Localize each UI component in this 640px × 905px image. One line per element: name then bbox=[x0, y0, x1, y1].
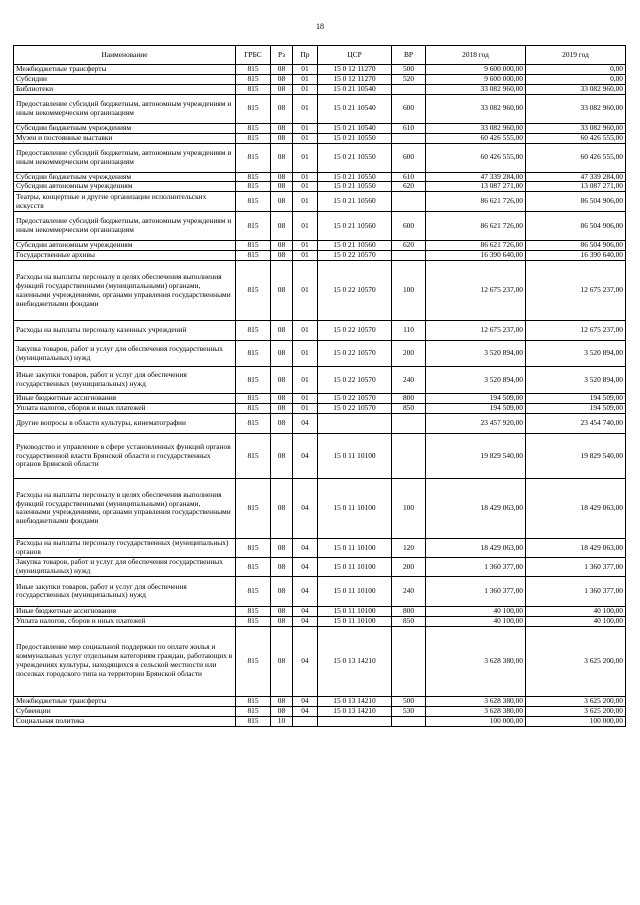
grbs-cell: 815 bbox=[236, 251, 271, 261]
amount-2018-cell: 3 628 380,00 bbox=[426, 706, 526, 716]
table-row bbox=[14, 716, 626, 726]
table-row bbox=[14, 84, 626, 94]
rz-cell: 08 bbox=[271, 94, 293, 123]
csr-cell: 15 0 11 10100 bbox=[318, 433, 392, 478]
amount-2019-cell: 1 360 377,00 bbox=[526, 557, 626, 576]
table-row bbox=[14, 241, 626, 251]
csr-cell: 15 0 22 10570 bbox=[318, 341, 392, 367]
pr-cell: 01 bbox=[293, 143, 318, 172]
csr-cell: 15 0 22 10570 bbox=[318, 321, 392, 341]
pr-cell: 01 bbox=[293, 321, 318, 341]
csr-cell: 15 0 12 11270 bbox=[318, 74, 392, 84]
grbs-cell: 815 bbox=[236, 557, 271, 576]
pr-cell: 01 bbox=[293, 251, 318, 261]
grbs-cell: 815 bbox=[236, 404, 271, 414]
csr-cell: 15 0 21 10550 bbox=[318, 182, 392, 192]
column-header: ЦСР bbox=[318, 46, 392, 65]
rz-cell: 08 bbox=[271, 84, 293, 94]
rz-cell: 08 bbox=[271, 341, 293, 367]
amount-2019-cell: 1 360 377,00 bbox=[526, 576, 626, 606]
rz-cell: 08 bbox=[271, 182, 293, 192]
rz-cell: 08 bbox=[271, 413, 293, 433]
csr-cell: 15 0 21 10540 bbox=[318, 123, 392, 133]
vr-cell: 500 bbox=[392, 65, 426, 75]
csr-cell: 15 0 11 10100 bbox=[318, 606, 392, 616]
grbs-cell: 815 bbox=[236, 367, 271, 394]
row-name-cell: Уплата налогов, сборов и иных платежей bbox=[14, 404, 236, 414]
amount-2019-cell: 3 625 200,00 bbox=[526, 696, 626, 706]
row-name-cell: Социальная политика bbox=[14, 716, 236, 726]
grbs-cell: 815 bbox=[236, 182, 271, 192]
vr-cell: 620 bbox=[392, 241, 426, 251]
grbs-cell: 815 bbox=[236, 413, 271, 433]
pr-cell: 04 bbox=[293, 413, 318, 433]
pr-cell bbox=[293, 716, 318, 726]
amount-2018-cell: 18 429 063,00 bbox=[426, 538, 526, 557]
table-row bbox=[14, 367, 626, 394]
grbs-cell: 815 bbox=[236, 94, 271, 123]
amount-2018-cell: 60 426 555,00 bbox=[426, 133, 526, 143]
rz-cell: 08 bbox=[271, 133, 293, 143]
column-header: 2018 год bbox=[426, 46, 526, 65]
amount-2019-cell: 3 520 894,00 bbox=[526, 341, 626, 367]
grbs-cell: 815 bbox=[236, 172, 271, 182]
table-row bbox=[14, 413, 626, 433]
row-name-cell: Предоставление мер социальной поддержки по оплате жилья и коммунальных услуг отдельным категориям граждан, работающих в учреждениях культуры, находящихся в сельской местности или поселках городского типа на территории Брянской области bbox=[14, 626, 236, 696]
table-row bbox=[14, 606, 626, 616]
rz-cell: 08 bbox=[271, 557, 293, 576]
pr-cell: 04 bbox=[293, 478, 318, 538]
row-name-cell: Расходы на выплаты персоналу государственных (муниципальных) органов bbox=[14, 538, 236, 557]
amount-2018-cell: 60 426 555,00 bbox=[426, 143, 526, 172]
vr-cell: 100 bbox=[392, 478, 426, 538]
amount-2018-cell: 47 339 284,00 bbox=[426, 172, 526, 182]
row-name-cell: Закупка товаров, работ и услуг для обеспечения государственных (муниципальных) нужд bbox=[14, 341, 236, 367]
vr-cell: 800 bbox=[392, 606, 426, 616]
table-row bbox=[14, 65, 626, 75]
table-row bbox=[14, 696, 626, 706]
row-name-cell: Закупка товаров, работ и услуг для обеспечения государственных (муниципальных) нужд bbox=[14, 557, 236, 576]
amount-2019-cell: 194 509,00 bbox=[526, 404, 626, 414]
pr-cell: 01 bbox=[293, 241, 318, 251]
pr-cell: 01 bbox=[293, 123, 318, 133]
pr-cell: 01 bbox=[293, 192, 318, 212]
amount-2019-cell: 13 087 271,00 bbox=[526, 182, 626, 192]
vr-cell: 600 bbox=[392, 212, 426, 241]
row-name-cell: Иные бюджетные ассигнования bbox=[14, 606, 236, 616]
table-row bbox=[14, 212, 626, 241]
row-name-cell: Субвенции bbox=[14, 706, 236, 716]
grbs-cell: 815 bbox=[236, 133, 271, 143]
grbs-cell: 815 bbox=[236, 706, 271, 716]
vr-cell: 620 bbox=[392, 182, 426, 192]
pr-cell: 01 bbox=[293, 133, 318, 143]
rz-cell: 08 bbox=[271, 478, 293, 538]
amount-2018-cell: 86 621 726,00 bbox=[426, 212, 526, 241]
column-header: Наименование bbox=[14, 46, 236, 65]
vr-cell bbox=[392, 192, 426, 212]
amount-2018-cell: 18 429 063,00 bbox=[426, 478, 526, 538]
column-header: Пр bbox=[293, 46, 318, 65]
rz-cell: 08 bbox=[271, 706, 293, 716]
vr-cell: 610 bbox=[392, 172, 426, 182]
rz-cell: 08 bbox=[271, 606, 293, 616]
amount-2018-cell: 3 628 380,00 bbox=[426, 626, 526, 696]
amount-2018-cell: 33 082 960,00 bbox=[426, 123, 526, 133]
csr-cell: 15 0 22 10570 bbox=[318, 394, 392, 404]
vr-cell: 600 bbox=[392, 94, 426, 123]
amount-2019-cell: 40 100,00 bbox=[526, 606, 626, 616]
pr-cell: 01 bbox=[293, 94, 318, 123]
amount-2019-cell: 23 454 740,00 bbox=[526, 413, 626, 433]
grbs-cell: 815 bbox=[236, 538, 271, 557]
amount-2019-cell: 18 429 063,00 bbox=[526, 538, 626, 557]
csr-cell: 15 0 13 14210 bbox=[318, 696, 392, 706]
amount-2019-cell: 3 625 200,00 bbox=[526, 706, 626, 716]
csr-cell: 15 0 22 10570 bbox=[318, 404, 392, 414]
amount-2018-cell: 23 457 920,00 bbox=[426, 413, 526, 433]
amount-2019-cell: 194 509,00 bbox=[526, 394, 626, 404]
table-row bbox=[14, 706, 626, 716]
vr-cell: 530 bbox=[392, 706, 426, 716]
grbs-cell: 815 bbox=[236, 212, 271, 241]
row-name-cell: Расходы на выплаты персоналу в целях обеспечения выполнения функций государственными (муниципальными) органами, казенными учреждениями, органами управления государственными внебюджетными фондами bbox=[14, 478, 236, 538]
vr-cell: 200 bbox=[392, 557, 426, 576]
amount-2018-cell: 33 082 960,00 bbox=[426, 94, 526, 123]
vr-cell: 800 bbox=[392, 394, 426, 404]
column-header: 2019 год bbox=[526, 46, 626, 65]
grbs-cell: 815 bbox=[236, 696, 271, 706]
pr-cell: 01 bbox=[293, 172, 318, 182]
pr-cell: 04 bbox=[293, 557, 318, 576]
table-row bbox=[14, 404, 626, 414]
amount-2019-cell: 33 082 960,00 bbox=[526, 94, 626, 123]
grbs-cell: 815 bbox=[236, 341, 271, 367]
pr-cell: 01 bbox=[293, 367, 318, 394]
amount-2018-cell: 1 360 377,00 bbox=[426, 576, 526, 606]
grbs-cell: 815 bbox=[236, 123, 271, 133]
rz-cell: 08 bbox=[271, 626, 293, 696]
rz-cell: 08 bbox=[271, 74, 293, 84]
pr-cell: 01 bbox=[293, 182, 318, 192]
csr-cell bbox=[318, 716, 392, 726]
rz-cell: 08 bbox=[271, 367, 293, 394]
grbs-cell: 815 bbox=[236, 241, 271, 251]
column-header: ГРБС bbox=[236, 46, 271, 65]
vr-cell: 100 bbox=[392, 261, 426, 321]
pr-cell: 01 bbox=[293, 341, 318, 367]
amount-2019-cell: 86 504 906,00 bbox=[526, 241, 626, 251]
amount-2019-cell: 33 082 960,00 bbox=[526, 123, 626, 133]
amount-2018-cell: 13 087 271,00 bbox=[426, 182, 526, 192]
amount-2018-cell: 40 100,00 bbox=[426, 616, 526, 626]
row-name-cell: Другие вопросы в области культуры, кинематографии bbox=[14, 413, 236, 433]
rz-cell: 10 bbox=[271, 716, 293, 726]
grbs-cell: 815 bbox=[236, 65, 271, 75]
amount-2018-cell: 16 390 640,00 bbox=[426, 251, 526, 261]
vr-cell: 520 bbox=[392, 74, 426, 84]
amount-2019-cell: 0,00 bbox=[526, 74, 626, 84]
rz-cell: 08 bbox=[271, 123, 293, 133]
amount-2019-cell: 40 100,00 bbox=[526, 616, 626, 626]
grbs-cell: 815 bbox=[236, 626, 271, 696]
amount-2018-cell: 86 621 726,00 bbox=[426, 241, 526, 251]
amount-2018-cell: 33 082 960,00 bbox=[426, 84, 526, 94]
vr-cell bbox=[392, 84, 426, 94]
row-name-cell: Субсидии бюджетным учреждениям bbox=[14, 123, 236, 133]
row-name-cell: Предоставление субсидий бюджетным, автономным учреждениям и иным некоммерческим организациям bbox=[14, 212, 236, 241]
table-row bbox=[14, 576, 626, 606]
rz-cell: 08 bbox=[271, 576, 293, 606]
row-name-cell: Субсидии автономным учреждениям bbox=[14, 241, 236, 251]
rz-cell: 08 bbox=[271, 212, 293, 241]
pr-cell: 04 bbox=[293, 538, 318, 557]
vr-cell bbox=[392, 716, 426, 726]
pr-cell: 04 bbox=[293, 576, 318, 606]
table-row bbox=[14, 626, 626, 696]
csr-cell: 15 0 21 10540 bbox=[318, 94, 392, 123]
table-row bbox=[14, 251, 626, 261]
amount-2018-cell: 3 520 894,00 bbox=[426, 367, 526, 394]
amount-2018-cell: 12 675 237,00 bbox=[426, 261, 526, 321]
csr-cell: 15 0 21 10560 bbox=[318, 241, 392, 251]
table-row bbox=[14, 433, 626, 478]
table-row bbox=[14, 94, 626, 123]
amount-2019-cell: 60 426 555,00 bbox=[526, 133, 626, 143]
row-name-cell: Предоставление субсидий бюджетным, автономным учреждениям и иным некоммерческим организациям bbox=[14, 94, 236, 123]
amount-2019-cell: 12 675 237,00 bbox=[526, 261, 626, 321]
vr-cell bbox=[392, 251, 426, 261]
rz-cell: 08 bbox=[271, 251, 293, 261]
amount-2018-cell: 12 675 237,00 bbox=[426, 321, 526, 341]
rz-cell: 08 bbox=[271, 241, 293, 251]
amount-2018-cell: 86 621 726,00 bbox=[426, 192, 526, 212]
pr-cell: 01 bbox=[293, 404, 318, 414]
csr-cell: 15 0 22 10570 bbox=[318, 367, 392, 394]
amount-2018-cell: 9 600 000,00 bbox=[426, 74, 526, 84]
amount-2019-cell: 86 504 906,00 bbox=[526, 212, 626, 241]
row-name-cell: Музеи и постоянные выставки bbox=[14, 133, 236, 143]
table-row bbox=[14, 321, 626, 341]
row-name-cell: Иные закупки товаров, работ и услуг для обеспечения государственных (муниципальных) нужд bbox=[14, 367, 236, 394]
amount-2019-cell: 60 426 555,00 bbox=[526, 143, 626, 172]
pr-cell: 04 bbox=[293, 706, 318, 716]
table-row bbox=[14, 261, 626, 321]
grbs-cell: 815 bbox=[236, 478, 271, 538]
row-name-cell: Театры, концертные и другие организации исполнительских искусств bbox=[14, 192, 236, 212]
table-row bbox=[14, 172, 626, 182]
row-name-cell: Иные закупки товаров, работ и услуг для обеспечения государственных (муниципальных) нужд bbox=[14, 576, 236, 606]
vr-cell: 500 bbox=[392, 696, 426, 706]
grbs-cell: 815 bbox=[236, 192, 271, 212]
table-row bbox=[14, 557, 626, 576]
table-row bbox=[14, 74, 626, 84]
csr-cell: 15 0 21 10540 bbox=[318, 84, 392, 94]
rz-cell: 08 bbox=[271, 696, 293, 706]
rz-cell: 08 bbox=[271, 538, 293, 557]
amount-2018-cell: 100 000,00 bbox=[426, 716, 526, 726]
vr-cell bbox=[392, 413, 426, 433]
vr-cell: 240 bbox=[392, 576, 426, 606]
rz-cell: 08 bbox=[271, 172, 293, 182]
row-name-cell: Расходы на выплаты персоналу казенных учреждений bbox=[14, 321, 236, 341]
table-header-row bbox=[14, 46, 626, 65]
amount-2018-cell: 3 520 894,00 bbox=[426, 341, 526, 367]
amount-2018-cell: 194 509,00 bbox=[426, 394, 526, 404]
rz-cell: 08 bbox=[271, 65, 293, 75]
table-row bbox=[14, 182, 626, 192]
table-row bbox=[14, 143, 626, 172]
csr-cell: 15 0 11 10100 bbox=[318, 576, 392, 606]
pr-cell: 01 bbox=[293, 65, 318, 75]
csr-cell: 15 0 13 14210 bbox=[318, 706, 392, 716]
vr-cell: 200 bbox=[392, 341, 426, 367]
amount-2019-cell: 19 829 540,00 bbox=[526, 433, 626, 478]
grbs-cell: 815 bbox=[236, 143, 271, 172]
amount-2018-cell: 194 509,00 bbox=[426, 404, 526, 414]
pr-cell: 04 bbox=[293, 626, 318, 696]
vr-cell: 850 bbox=[392, 404, 426, 414]
csr-cell: 15 0 21 10560 bbox=[318, 212, 392, 241]
table-row bbox=[14, 133, 626, 143]
row-name-cell: Библиотеки bbox=[14, 84, 236, 94]
csr-cell: 15 0 11 10100 bbox=[318, 538, 392, 557]
vr-cell: 600 bbox=[392, 143, 426, 172]
pr-cell: 04 bbox=[293, 606, 318, 616]
table-row bbox=[14, 538, 626, 557]
amount-2019-cell: 100 000,00 bbox=[526, 716, 626, 726]
grbs-cell: 815 bbox=[236, 394, 271, 404]
row-name-cell: Уплата налогов, сборов и иных платежей bbox=[14, 616, 236, 626]
pr-cell: 01 bbox=[293, 84, 318, 94]
amount-2019-cell: 16 390 640,00 bbox=[526, 251, 626, 261]
pr-cell: 04 bbox=[293, 433, 318, 478]
csr-cell: 15 0 21 10550 bbox=[318, 133, 392, 143]
row-name-cell: Межбюджетные трансферты bbox=[14, 65, 236, 75]
csr-cell: 15 0 22 10570 bbox=[318, 251, 392, 261]
csr-cell: 15 0 12 11270 bbox=[318, 65, 392, 75]
pr-cell: 01 bbox=[293, 394, 318, 404]
vr-cell bbox=[392, 433, 426, 478]
rz-cell: 08 bbox=[271, 192, 293, 212]
table-row bbox=[14, 478, 626, 538]
amount-2019-cell: 12 675 237,00 bbox=[526, 321, 626, 341]
grbs-cell: 815 bbox=[236, 576, 271, 606]
row-name-cell: Предоставление субсидий бюджетным, автономным учреждениям и иным некоммерческим организациям bbox=[14, 143, 236, 172]
csr-cell: 15 0 13 14210 bbox=[318, 626, 392, 696]
rz-cell: 08 bbox=[271, 321, 293, 341]
rz-cell: 08 bbox=[271, 261, 293, 321]
grbs-cell: 815 bbox=[236, 261, 271, 321]
amount-2019-cell: 0,00 bbox=[526, 65, 626, 75]
csr-cell: 15 0 22 10570 bbox=[318, 261, 392, 321]
csr-cell: 15 0 11 10100 bbox=[318, 616, 392, 626]
row-name-cell: Субсидии автономным учреждениям bbox=[14, 182, 236, 192]
rz-cell: 08 bbox=[271, 616, 293, 626]
grbs-cell: 815 bbox=[236, 84, 271, 94]
row-name-cell: Государственные архивы bbox=[14, 251, 236, 261]
amount-2018-cell: 9 600 000,00 bbox=[426, 65, 526, 75]
grbs-cell: 815 bbox=[236, 74, 271, 84]
pr-cell: 04 bbox=[293, 696, 318, 706]
csr-cell: 15 0 21 10550 bbox=[318, 143, 392, 172]
row-name-cell: Субсидии bbox=[14, 74, 236, 84]
row-name-cell: Расходы на выплаты персоналу в целях обеспечения выполнения функций государственными (муниципальными) органами, казенными учреждениями, органами управления государственными внебюджетными фондами bbox=[14, 261, 236, 321]
amount-2018-cell: 3 628 380,00 bbox=[426, 696, 526, 706]
grbs-cell: 815 bbox=[236, 321, 271, 341]
pr-cell: 01 bbox=[293, 74, 318, 84]
vr-cell: 110 bbox=[392, 321, 426, 341]
csr-cell: 15 0 11 10100 bbox=[318, 478, 392, 538]
csr-cell: 15 0 21 10550 bbox=[318, 172, 392, 182]
column-header: ВР bbox=[392, 46, 426, 65]
row-name-cell: Руководство и управление в сфере установленных функций органов государственной власти Брянской области и государственных органов Брянской области bbox=[14, 433, 236, 478]
amount-2019-cell: 33 082 960,00 bbox=[526, 84, 626, 94]
csr-cell: 15 0 11 10100 bbox=[318, 557, 392, 576]
csr-cell: 15 0 21 10560 bbox=[318, 192, 392, 212]
table-row bbox=[14, 341, 626, 367]
table-row bbox=[14, 616, 626, 626]
pr-cell: 01 bbox=[293, 212, 318, 241]
vr-cell bbox=[392, 626, 426, 696]
amount-2018-cell: 19 829 540,00 bbox=[426, 433, 526, 478]
vr-cell: 240 bbox=[392, 367, 426, 394]
page-number: 18 bbox=[316, 22, 324, 31]
vr-cell bbox=[392, 133, 426, 143]
table-row bbox=[14, 123, 626, 133]
rz-cell: 08 bbox=[271, 394, 293, 404]
table-row bbox=[14, 394, 626, 404]
budget-table bbox=[13, 45, 626, 727]
grbs-cell: 815 bbox=[236, 616, 271, 626]
amount-2019-cell: 47 339 284,00 bbox=[526, 172, 626, 182]
amount-2018-cell: 40 100,00 bbox=[426, 606, 526, 616]
amount-2019-cell: 86 504 906,00 bbox=[526, 192, 626, 212]
vr-cell: 120 bbox=[392, 538, 426, 557]
grbs-cell: 815 bbox=[236, 716, 271, 726]
vr-cell: 610 bbox=[392, 123, 426, 133]
rz-cell: 08 bbox=[271, 143, 293, 172]
row-name-cell: Иные бюджетные ассигнования bbox=[14, 394, 236, 404]
amount-2019-cell: 3 625 200,00 bbox=[526, 626, 626, 696]
csr-cell bbox=[318, 413, 392, 433]
amount-2019-cell: 18 429 063,00 bbox=[526, 478, 626, 538]
amount-2019-cell: 3 520 894,00 bbox=[526, 367, 626, 394]
grbs-cell: 815 bbox=[236, 606, 271, 616]
rz-cell: 08 bbox=[271, 404, 293, 414]
rz-cell: 08 bbox=[271, 433, 293, 478]
grbs-cell: 815 bbox=[236, 433, 271, 478]
amount-2018-cell: 1 360 377,00 bbox=[426, 557, 526, 576]
pr-cell: 04 bbox=[293, 616, 318, 626]
table-row bbox=[14, 192, 626, 212]
pr-cell: 01 bbox=[293, 261, 318, 321]
row-name-cell: Субсидии бюджетным учреждениям bbox=[14, 172, 236, 182]
row-name-cell: Межбюджетные трансферты bbox=[14, 696, 236, 706]
vr-cell: 850 bbox=[392, 616, 426, 626]
column-header: Рз bbox=[271, 46, 293, 65]
